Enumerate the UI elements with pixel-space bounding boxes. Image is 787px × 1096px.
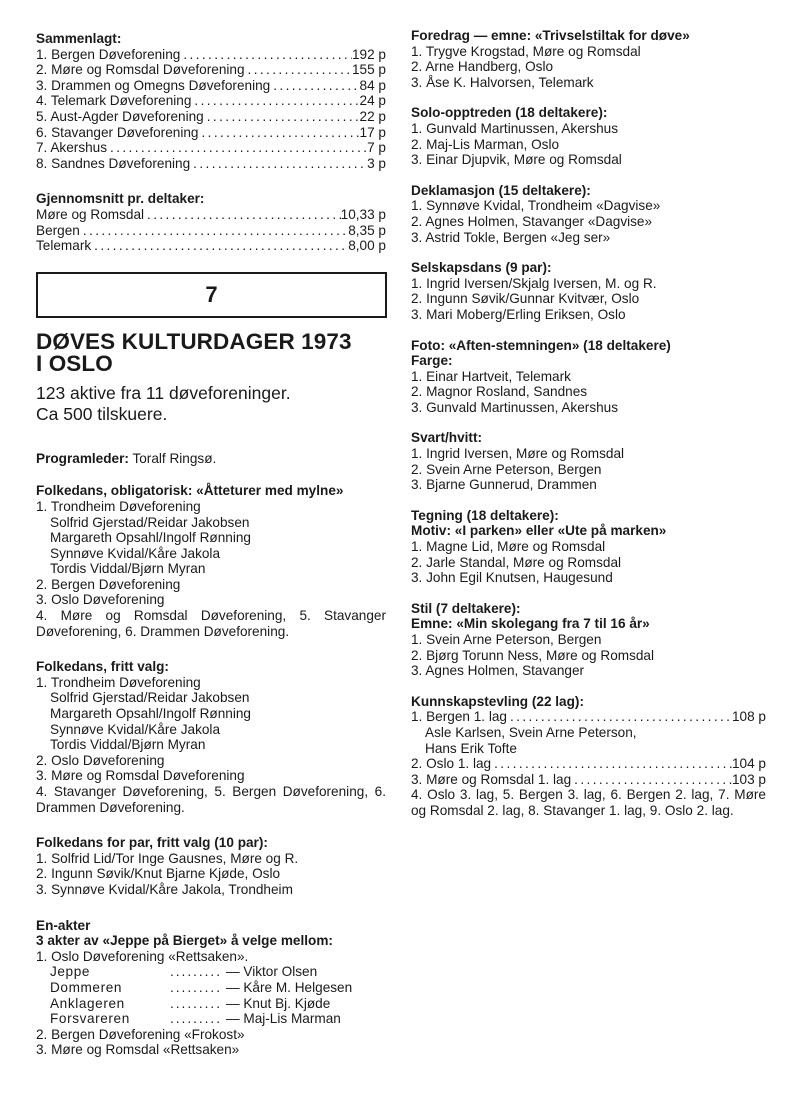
role-name: Dommeren — [50, 979, 123, 995]
section-heading: Svart/hvitt: — [411, 430, 483, 446]
leader-row — [411, 772, 766, 788]
result-tail: 4. Oslo 3. lag, 5. Bergen 3. lag, 6. Bergen 2. lag, 7. Møre og Romsdal 2. lag, 8. Stavanger 1. lag, 9. Oslo 2. lag. — [411, 787, 766, 818]
row-value: 104 p — [731, 756, 766, 772]
row-label: 8. Sandnes Døveforening — [36, 155, 191, 171]
member-line: Tordis Viddal/Bjørn Myran — [50, 561, 206, 577]
result-item: 3. Bjarne Gunnerud, Drammen — [411, 477, 597, 493]
section-heading: Foredrag — emne: «Trivselstiltak for døve» — [411, 28, 690, 43]
row-label: 5. Aust-Agder Døveforening — [36, 108, 204, 124]
row-label: 2. Møre og Romsdal Døveforening — [36, 62, 245, 78]
result-item: 1. Magne Lid, Møre og Romsdal — [411, 539, 606, 555]
row-value: 8,00 p — [348, 238, 386, 254]
result-item: 3. John Egil Knutsen, Haugesund — [411, 570, 613, 586]
dot-leader — [198, 125, 359, 141]
dot-leader — [571, 772, 732, 788]
result-item: 1. Synnøve Kvidal, Trondheim «Dagvise» — [411, 198, 661, 214]
left-column — [36, 31, 386, 1073]
dot-leader — [170, 964, 222, 980]
section-heading: Kunnskapstevling (22 lag): — [411, 693, 584, 709]
result-item: 2. Magnor Rosland, Sandnes — [411, 384, 588, 400]
result-item: 3. Gunvald Martinussen, Akershus — [411, 399, 619, 415]
gjennomsnitt-section — [36, 191, 386, 253]
row-label: 1. Bergen Døveforening — [36, 46, 181, 62]
section-heading: Folkedans for par, fritt valg (10 par): — [36, 835, 268, 851]
selskapsdans-section — [411, 260, 766, 322]
right-column — [411, 28, 766, 834]
foredrag-section — [411, 28, 766, 90]
result-tail: 4. Stavanger Døveforening, 5. Bergen Døveforening, 6. Drammen Døveforening. — [36, 784, 386, 815]
deklamasjon-section — [411, 183, 766, 245]
cast-row — [36, 980, 386, 996]
row-value: 108 p — [731, 709, 766, 725]
result-item: 3. Åse K. Halvorsen, Telemark — [411, 74, 594, 90]
result-item: 3. Agnes Holmen, Stavanger — [411, 663, 585, 679]
section-heading: Selskapsdans (9 par): — [411, 260, 552, 276]
row-label: 1. Bergen 1. lag — [411, 709, 507, 725]
section-heading: Tegning (18 deltakere): — [411, 507, 559, 523]
leader-row — [411, 709, 766, 725]
stil-section — [411, 601, 766, 679]
section-subheading: Emne: «Min skolegang fra 7 til 16 år» — [411, 616, 650, 632]
dot-leader — [107, 140, 367, 156]
solo-section — [411, 105, 766, 167]
section-subheading: 3 akter av «Jeppe på Bierget» å velge mellom: — [36, 933, 333, 949]
section-heading: Folkedans, fritt valg: — [36, 659, 169, 675]
cast-row — [36, 1011, 386, 1027]
section-heading: Stil (7 deltakere): — [411, 600, 521, 616]
result-item: 1. Gunvald Martinussen, Akershus — [411, 120, 619, 136]
tegning-section — [411, 508, 766, 586]
actor-name: — Knut Bj. Kjøde — [226, 995, 331, 1011]
row-label: Møre og Romsdal — [36, 206, 145, 222]
enakter-section — [36, 918, 386, 1058]
row-value: 103 p — [731, 771, 766, 787]
role-name: Jeppe — [50, 964, 91, 980]
member-line: Hans Erik Tofte — [425, 740, 517, 756]
dot-leader — [191, 93, 359, 109]
result-item: 1. Trygve Krogstad, Møre og Romsdal — [411, 43, 641, 59]
member-line: Solfrid Gjerstad/Reidar Jakobsen — [50, 514, 250, 530]
result-item: 3. Møre og Romsdal «Rettsaken» — [36, 1042, 240, 1058]
row-label: Telemark — [36, 238, 92, 254]
section-heading: Solo-opptreden (18 deltakere): — [411, 105, 608, 121]
leader-row — [36, 238, 386, 254]
leader-row — [36, 78, 386, 94]
subtitle-line: Ca 500 tilskuere. — [36, 403, 168, 424]
dot-leader — [507, 709, 732, 725]
section-heading: Gjennomsnitt pr. deltaker: — [36, 191, 205, 207]
dot-leader — [144, 207, 341, 223]
result-item: 2. Arne Handberg, Oslo — [411, 59, 554, 75]
result-item: 2. Ingunn Søvik/Knut Bjarne Kjøde, Oslo — [36, 866, 281, 882]
row-label: Bergen — [36, 222, 80, 238]
result-item: 1. Trondheim Døveforening — [36, 674, 201, 690]
row-value: 7 p — [367, 140, 386, 156]
result-item: 1. Solfrid Lid/Tor Inge Gausnes, Møre og R. — [36, 850, 299, 866]
result-item: 3. Mari Moberg/Erling Eriksen, Oslo — [411, 306, 626, 322]
cast-row — [36, 996, 386, 1012]
title-line: I OSLO — [36, 350, 113, 376]
programleder-line — [36, 451, 386, 467]
svarthvitt-section — [411, 430, 766, 492]
leader-row — [36, 47, 386, 63]
row-label: 3. Møre og Romsdal 1. lag — [411, 771, 572, 787]
dot-leader — [170, 980, 222, 996]
section-heading: En-akter — [36, 917, 91, 933]
row-value: 22 p — [359, 108, 386, 124]
row-value: 192 p — [351, 46, 386, 62]
folkedans-par-section — [36, 835, 386, 897]
leader-row — [36, 125, 386, 141]
result-item: 1. Ingrid Iversen, Møre og Romsdal — [411, 446, 625, 462]
result-item: 2. Jarle Standal, Møre og Romsdal — [411, 554, 622, 570]
leader-row — [36, 156, 386, 172]
leader-row — [411, 756, 766, 772]
row-label: 7. Akershus — [36, 140, 108, 156]
section-heading: Folkedans, obligatorisk: «Åtteturer med mylne» — [36, 483, 344, 499]
row-label: 3. Drammen og Omegns Døveforening — [36, 77, 271, 93]
actor-name: — Maj-Lis Marman — [226, 1011, 341, 1027]
folkedans-fritt-section — [36, 659, 386, 815]
dot-leader — [204, 109, 360, 125]
result-item: 3. Møre og Romsdal Døveforening — [36, 768, 245, 784]
result-item: 1. Einar Hartveit, Telemark — [411, 368, 571, 384]
dot-leader — [91, 238, 348, 254]
result-item: 3. Einar Djupvik, Møre og Romsdal — [411, 152, 622, 168]
result-item: 1. Svein Arne Peterson, Bergen — [411, 632, 602, 647]
leader-row — [36, 109, 386, 125]
member-line: Margareth Opsahl/Ingolf Rønning — [50, 530, 251, 546]
member-line: Synnøve Kvidal/Kåre Jakola — [50, 545, 221, 561]
result-item: 1. Ingrid Iversen/Skjalg Iversen, M. og R. — [411, 275, 657, 291]
result-item: 1. Trondheim Døveforening — [36, 498, 201, 514]
member-line: Asle Karlsen, Svein Arne Peterson, — [425, 724, 637, 740]
member-line: Tordis Viddal/Bjørn Myran — [50, 737, 206, 753]
member-line: Margareth Opsahl/Ingolf Rønning — [50, 706, 251, 722]
article-title — [36, 328, 386, 376]
role-name: Forsvareren — [50, 1011, 130, 1027]
result-item: 2. Maj-Lis Marman, Oslo — [411, 136, 560, 152]
result-item: 2. Bergen Døveforening — [36, 576, 181, 592]
dot-leader — [170, 1011, 222, 1027]
dot-leader — [190, 156, 367, 172]
dot-leader — [491, 756, 732, 772]
result-item: 3. Astrid Tokle, Bergen «Jeg ser» — [411, 229, 611, 245]
row-value: 3 p — [367, 155, 386, 171]
programleder-value: Toralf Ringsø. — [128, 450, 217, 466]
title-line: DØVES KULTURDAGER 1973 — [36, 328, 352, 354]
cast-row — [36, 964, 386, 980]
row-value: 155 p — [351, 62, 386, 78]
section-heading: Deklamasjon (15 deltakere): — [411, 182, 591, 198]
kunnskapstevling-section — [411, 694, 766, 819]
leader-row — [36, 62, 386, 78]
result-tail: 4. Møre og Romsdal Døveforening, 5. Stavanger Døveforening, 6. Drammen Døveforening. — [36, 608, 386, 639]
leader-row — [36, 140, 386, 156]
row-value: 8,35 p — [348, 222, 386, 238]
folkedans-obligatorisk-section — [36, 483, 386, 639]
row-value: 17 p — [359, 124, 386, 140]
article-subtitle — [36, 383, 386, 425]
result-item: 2. Ingunn Søvik/Gunnar Kvitvær, Oslo — [411, 291, 640, 307]
sammenlagt-section — [36, 31, 386, 171]
result-item: 2. Agnes Holmen, Stavanger «Dagvise» — [411, 213, 653, 229]
leader-row — [36, 93, 386, 109]
chapter-number-box — [36, 272, 387, 318]
row-label: 6. Stavanger Døveforening — [36, 124, 199, 140]
dot-leader — [245, 62, 352, 78]
dot-leader — [80, 223, 348, 239]
section-heading: Sammenlagt: — [36, 31, 122, 46]
result-item: 2. Svein Arne Peterson, Bergen — [411, 461, 602, 477]
leader-row — [36, 223, 386, 239]
member-line: Synnøve Kvidal/Kåre Jakola — [50, 721, 221, 737]
role-name: Anklageren — [50, 995, 125, 1011]
programleder-label: Programleder: — [36, 450, 129, 466]
row-label: 4. Telemark Døveforening — [36, 93, 192, 109]
chapter-number: 7 — [205, 281, 218, 307]
leader-row — [36, 207, 386, 223]
actor-name: — Viktor Olsen — [226, 964, 318, 980]
member-line: Solfrid Gjerstad/Reidar Jakobsen — [50, 690, 250, 706]
foto-section — [411, 338, 766, 416]
subtitle-line: 123 aktive fra 11 døveforeninger. — [36, 382, 291, 403]
result-item: 2. Bergen Døveforening «Frokost» — [36, 1026, 245, 1042]
row-label: 2. Oslo 1. lag — [411, 756, 492, 772]
section-subheading: Farge: — [411, 353, 453, 369]
result-item: 3. Synnøve Kvidal/Kåre Jakola, Trondheim — [36, 881, 293, 897]
dot-leader — [180, 47, 352, 63]
section-heading: Foto: «Aften-stemningen» (18 deltakere) — [411, 337, 671, 353]
dot-leader — [170, 996, 222, 1012]
row-value: 24 p — [359, 93, 386, 109]
result-item: 2. Oslo Døveforening — [36, 752, 165, 768]
section-subheading: Motiv: «I parken» eller «Ute på marken» — [411, 523, 667, 539]
result-item: 3. Oslo Døveforening — [36, 592, 165, 608]
result-item: 2. Bjørg Torunn Ness, Møre og Romsdal — [411, 647, 655, 663]
row-value: 10,33 p — [340, 206, 386, 222]
dot-leader — [270, 78, 359, 94]
actor-name: — Kåre M. Helgesen — [226, 979, 353, 995]
row-value: 84 p — [359, 77, 386, 93]
result-item: 1. Oslo Døveforening «Rettsaken». — [36, 948, 249, 964]
